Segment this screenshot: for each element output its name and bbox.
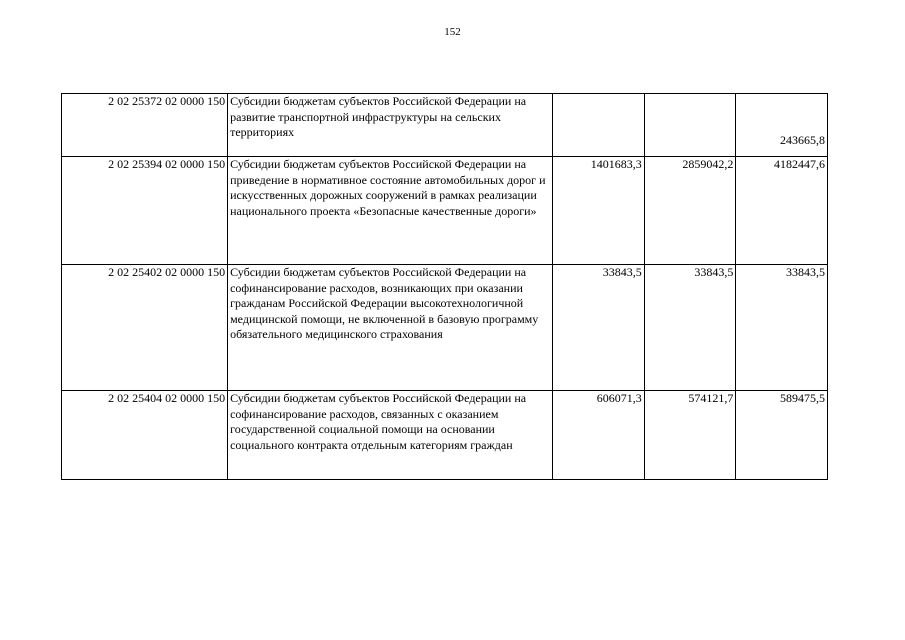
budget-code-cell: 2 02 25402 02 0000 150	[62, 265, 228, 391]
budget-table	[61, 93, 828, 480]
budget-code-cell: 2 02 25372 02 0000 150	[62, 94, 228, 157]
budget-name-cell: Субсидии бюджетам субъектов Российской Федерации на приведение в нормативное состояние автомобильных дорог и искусственных дорожных сооружений в рамках реализации национального проекта «Безопасные качественные дороги»	[228, 157, 553, 265]
value-cell-1: 606071,3	[553, 391, 645, 480]
value-cell-2: 2859042,2	[644, 157, 736, 265]
budget-name-cell: Субсидии бюджетам субъектов Российской Федерации на софинансирование расходов, возникающих при оказании гражданам Российской Федерации высокотехнологичной медицинской помощи, не включенной в базовую программу обязательного медицинского страхования	[228, 265, 553, 391]
value-cell-3: 4182447,6	[736, 157, 828, 265]
budget-name-cell: Субсидии бюджетам субъектов Российской Федерации на развитие транспортной инфраструктуры на сельских территориях	[228, 94, 553, 157]
value-cell-3: 589475,5	[736, 391, 828, 480]
value-cell-3: 33843,5	[736, 265, 828, 391]
value-cell-2: 33843,5	[644, 265, 736, 391]
value-cell-1: 33843,5	[553, 265, 645, 391]
table-row	[62, 94, 828, 157]
page-number: 152	[444, 26, 461, 38]
budget-name-cell: Субсидии бюджетам субъектов Российской Федерации на софинансирование расходов, связанных с оказанием государственной социальной помощи на основании социального контракта отдельным категориям граждан	[228, 391, 553, 480]
value-cell-1	[553, 94, 645, 157]
value-cell-2: 574121,7	[644, 391, 736, 480]
budget-code-cell: 2 02 25404 02 0000 150	[62, 391, 228, 480]
table-row	[62, 265, 828, 391]
value-cell-1: 1401683,3	[553, 157, 645, 265]
table-row	[62, 391, 828, 480]
value-cell-3: 243665,8	[736, 94, 828, 157]
budget-code-cell: 2 02 25394 02 0000 150	[62, 157, 228, 265]
table-row	[62, 157, 828, 265]
value-cell-2	[644, 94, 736, 157]
